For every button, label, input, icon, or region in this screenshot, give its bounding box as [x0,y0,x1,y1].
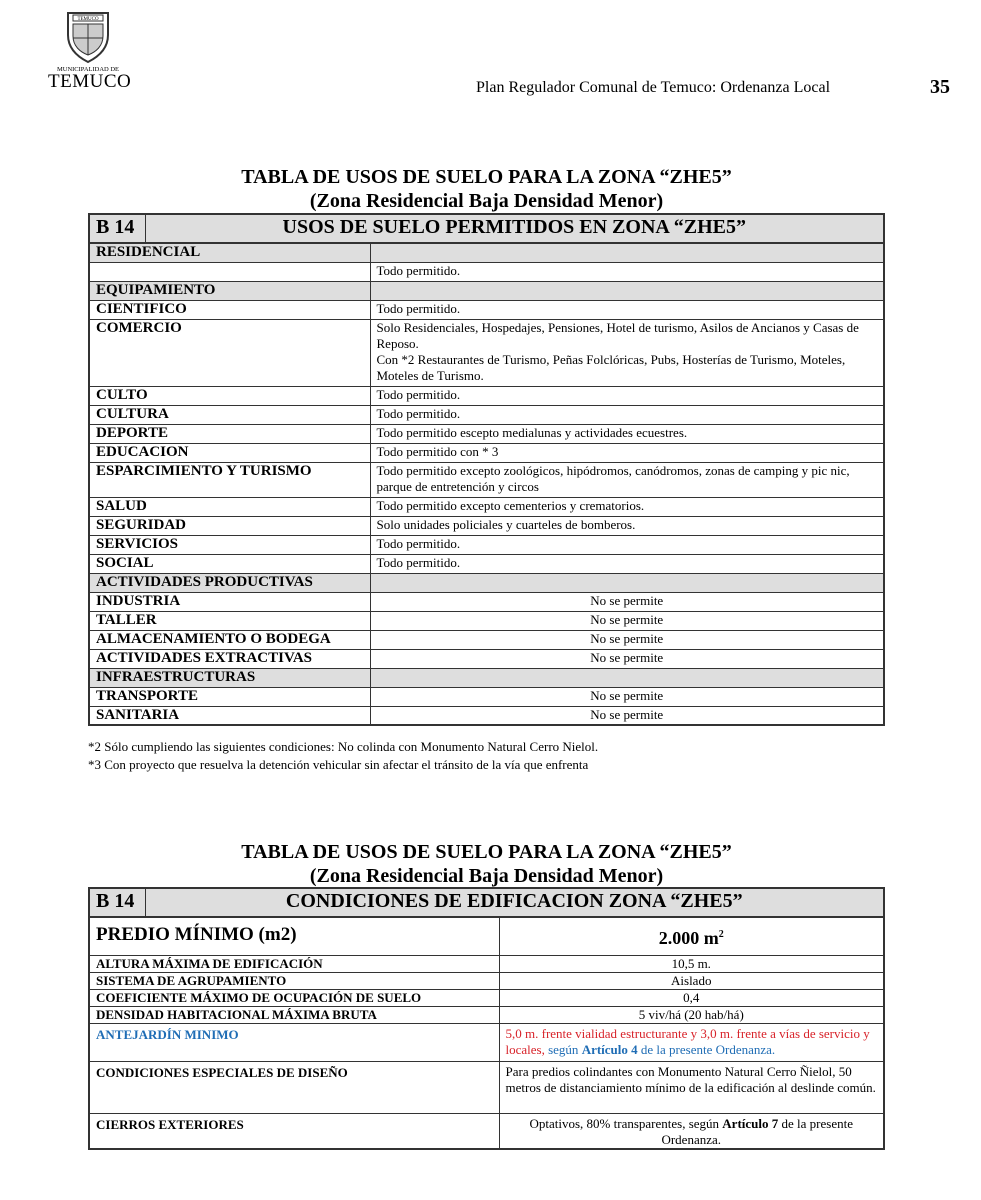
row-value: No se permite [370,630,884,649]
row-label: TRANSPORTE [89,687,370,706]
row-value: Optativos, 80% transparentes, según Artículo 7 de la presente Ordenanza. [499,1114,884,1150]
logo-subtitle: MUNICIPALIDAD DE [56,66,120,73]
row-value: No se permite [370,706,884,725]
row-value [370,573,884,592]
svg-text:TEMUCO: TEMUCO [77,17,99,22]
table-row-actividades-extractivas [89,649,884,668]
table1-subtitle: (Zona Residencial Baja Densidad Menor) [309,190,664,212]
row-label: DEPORTE [89,424,370,443]
table-row-equipamiento [89,281,884,300]
table-row-almacenamiento-o-bodega [89,630,884,649]
row-label: EQUIPAMIENTO [89,281,370,300]
row-label: ANTEJARDÍN MINIMO [89,1024,499,1062]
row-value: Todo permitido. [370,554,884,573]
table-row-esparcimiento-y-turismo [89,462,884,497]
row-value [370,243,884,262]
row-label: CONDICIONES ESPECIALES DE DISEÑO [89,1062,499,1114]
row-label [89,262,370,281]
table-row-culto [89,386,884,405]
row-value: Todo permitido excepto cementerios y crematorios. [370,497,884,516]
row-label: INDUSTRIA [89,592,370,611]
table-row-salud [89,497,884,516]
table-code: B 14 [89,214,145,243]
row-value: 5,0 m. frente vialidad estructurante y 3,0 m. frente a vías de servicio y locales, según Artículo 4 de la presente Ordenanza. [499,1024,884,1062]
row-value: Todo permitido escepto medialunas y actividades ecuestres. [370,424,884,443]
row-value: Todo permitido. [370,535,884,554]
table-row-coeficiente-ma-ximo-de-ocupacio-n-de-suelo [89,990,884,1007]
row-label: ACTIVIDADES PRODUCTIVAS [89,573,370,592]
row-label: TALLER [89,611,370,630]
predio-label: PREDIO MÍNIMO (m2) [89,917,499,956]
row-label: INFRAESTRUCTURAS [89,668,370,687]
row-value: Solo Residenciales, Hospedajes, Pensiones, Hotel de turismo, Asilos de Ancianos y Casas de Reposo. Con *2 Restaurantes de Turismo, Peñas Folclóricas, Pubs, Hosterías de Turismo, Moteles, Moteles de Turismo. [370,319,884,386]
document-title: Plan Regulador Comunal de Temuco: Ordenanza Local [476,79,831,96]
row-value: Todo permitido. [370,405,884,424]
row-label: COEFICIENTE MÁXIMO DE OCUPACIÓN DE SUELO [89,990,499,1007]
table1-title: TABLA DE USOS DE SUELO PARA LA ZONA “ZHE5” [241,166,732,188]
table-row-seguridad [89,516,884,535]
table-row-cientifico [89,300,884,319]
row-value: 5 viv/há (20 hab/há) [499,1007,884,1024]
table-row-sanitaria [89,706,884,725]
row-label: SOCIAL [89,554,370,573]
table-row-deporte [89,424,884,443]
row-value: No se permite [370,592,884,611]
row-value: Todo permitido. [370,262,884,281]
table-row-altura-ma-xima-de-edificacio-n [89,956,884,973]
row-label: COMERCIO [89,319,370,386]
row-value: Solo unidades policiales y cuarteles de bomberos. [370,516,884,535]
table-row-taller [89,611,884,630]
row-label: EDUCACION [89,443,370,462]
row-label: SALUD [89,497,370,516]
table-code: B 14 [89,888,145,917]
row-label: DENSIDAD HABITACIONAL MÁXIMA BRUTA [89,1007,499,1024]
table-row-antejardin [89,1024,884,1062]
row-label: ALTURA MÁXIMA DE EDIFICACIÓN [89,956,499,973]
row-label: ALMACENAMIENTO O BODEGA [89,630,370,649]
row-value: Para predios colindantes con Monumento Natural Cerro Ñielol, 50 metros de distanciamiento mínimo de la edificación al deslinde común. [499,1062,884,1114]
row-value: 0,4 [499,990,884,1007]
table2-subtitle: (Zona Residencial Baja Densidad Menor) [309,865,664,887]
page-number: 35 [930,76,950,98]
logo-name: TEMUCO [48,71,132,92]
land-use-table [88,213,885,726]
table-row-industria [89,592,884,611]
row-label: RESIDENCIAL [89,243,370,262]
table-row-comercio [89,319,884,386]
row-label: ESPARCIMIENTO Y TURISMO [89,462,370,497]
table-row-cierros [89,1114,884,1150]
table-row-actividades-productivas [89,573,884,592]
row-value [370,668,884,687]
row-value: Todo permitido. [370,300,884,319]
row-value: Todo permitido excepto zoológicos, hipódromos, canódromos, zonas de camping y pic nic, parque de entretención y circos [370,462,884,497]
footnote: *3 Con proyecto que resuelva la detención vehicular sin afectar el tránsito de la vía que enfrenta [88,757,589,772]
predio-value: 2.000 $m^2$ [499,917,884,956]
table-heading: USOS DE SUELO PERMITIDOS EN ZONA “ZHE5” [145,214,884,243]
row-label: SISTEMA DE AGRUPAMIENTO [89,973,499,990]
row-value: Aislado [499,973,884,990]
building-conditions-table [88,887,885,1150]
row-value: Todo permitido. [370,386,884,405]
row-value: 10,5 m. [499,956,884,973]
municipality-logo [48,10,132,92]
table-row-densidad-habitacional-ma-xima-bruta [89,1007,884,1024]
table-row-condiciones [89,1062,884,1114]
row-value: Todo permitido con * 3 [370,443,884,462]
row-label: SERVICIOS [89,535,370,554]
table-row-residencial [89,243,884,262]
table2-title: TABLA DE USOS DE SUELO PARA LA ZONA “ZHE5” [241,841,732,863]
row-label: SANITARIA [89,706,370,725]
table-row-infraestructuras [89,668,884,687]
row-value: No se permite [370,687,884,706]
row-label: ACTIVIDADES EXTRACTIVAS [89,649,370,668]
footnote: *2 Sólo cumpliendo las siguientes condiciones: No colinda con Monumento Natural Cerro Nielol. [88,739,599,754]
row-label: CULTO [89,386,370,405]
row-value: No se permite [370,649,884,668]
table-row-cultura [89,405,884,424]
table-row-educacion [89,443,884,462]
table-row-social [89,554,884,573]
table-heading: CONDICIONES DE EDIFICACION ZONA “ZHE5” [145,888,884,917]
table-row-transporte [89,687,884,706]
table-row-sistema-de-agrupamiento [89,973,884,990]
row-label: CIENTIFICO [89,300,370,319]
row-label: SEGURIDAD [89,516,370,535]
table-row-blank [89,262,884,281]
coat-of-arms-icon [65,10,111,64]
row-value [370,281,884,300]
table-row-servicios [89,535,884,554]
row-value: No se permite [370,611,884,630]
row-label: CULTURA [89,405,370,424]
row-label: CIERROS EXTERIORES [89,1114,499,1150]
